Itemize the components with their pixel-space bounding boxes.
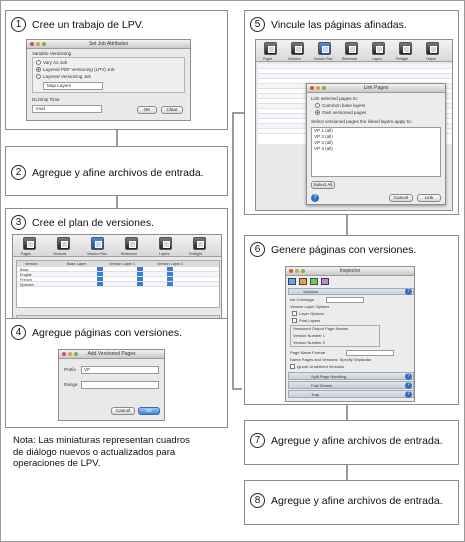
prefix-label: Prefix <box>64 367 76 372</box>
col-header: Version <box>25 262 38 266</box>
connector-line <box>116 196 118 208</box>
footnote: Nota: Las miniaturas representan cuadros de diálogo nuevos o actualizados para operaciones de LPV. <box>13 435 190 469</box>
link-pages-dialog <box>306 83 446 205</box>
job-attributes-dialog-thumbnail <box>26 39 191 121</box>
toolbar-label: Version Plan <box>87 252 107 256</box>
table-cell: Base <box>20 268 29 272</box>
help-icon[interactable]: ? <box>405 373 412 380</box>
toolbar-label: Versions <box>288 57 301 61</box>
toolbar-label: Versions <box>53 252 67 256</box>
prefix-input[interactable]: VP <box>81 366 159 374</box>
step-label: Vincule las páginas afinadas. <box>271 18 407 31</box>
inspector-row: Page Name Format <box>290 350 325 355</box>
toolbar-label: Pages <box>263 57 273 61</box>
connector-line <box>346 405 348 420</box>
step-label: Genere páginas con versiones. <box>271 243 417 256</box>
option-lpv: Layered PDF Versioning (LPV) Job <box>43 67 115 72</box>
select-all-button[interactable]: Select All <box>311 181 335 189</box>
step-number: 3 <box>11 215 26 230</box>
link-button[interactable]: Link <box>417 194 441 202</box>
range-label: Range <box>64 382 78 387</box>
inspector-row: Version Number 1 <box>293 333 326 338</box>
inspector-row: Version Number 2 <box>293 340 326 345</box>
inspector-tab-icon[interactable] <box>288 278 296 285</box>
toolbar-label: Version Plan <box>314 57 333 61</box>
inspector-tab-icon[interactable] <box>299 278 307 285</box>
toolbar-label: Reference <box>342 57 358 61</box>
dialog-title: Add Versioned Pages <box>87 351 136 357</box>
page-name-field[interactable] <box>346 350 394 356</box>
add-versioned-pages-thumbnail <box>58 349 165 421</box>
ok-button[interactable]: OK <box>137 106 157 114</box>
step-label: Agregue y afine archivos de entrada. <box>271 434 443 447</box>
section-header: Trap <box>311 392 320 397</box>
section-label: Variable Versioning <box>32 51 72 56</box>
step-number: 4 <box>11 325 26 340</box>
dialog-title: Link Pages <box>363 85 389 91</box>
versioned-pages-list[interactable] <box>311 127 441 177</box>
list-item[interactable]: VP 1 (all) <box>314 128 333 133</box>
dialog-text: Select versioned pages the linked layers apply to: <box>311 119 412 124</box>
section-header: Versions <box>303 289 319 294</box>
dialog-title: Inspector <box>339 268 361 274</box>
inspector-row: Print Layers <box>299 318 321 323</box>
toolbar-label: Pages <box>21 252 31 256</box>
inspector-row: Ignore Undefined Versions <box>297 364 345 369</box>
table-cell: French <box>20 278 32 282</box>
inspector-tab-icon[interactable] <box>310 278 318 285</box>
step-number: 6 <box>250 242 265 257</box>
connector-line <box>232 112 234 390</box>
step-label: Cree el plan de versiones. <box>32 216 154 229</box>
toolbar-label: Layers <box>159 252 170 256</box>
connector-line <box>346 215 348 235</box>
step-4-box <box>5 318 228 428</box>
map-layers-field: Map Layers <box>43 82 103 90</box>
toolbar-label: Output <box>426 57 436 61</box>
help-icon[interactable]: ? <box>405 382 412 389</box>
step-8-box <box>244 480 459 525</box>
inspector-row: Layer Options <box>299 311 324 316</box>
help-icon[interactable]: ? <box>405 391 412 398</box>
ok-button[interactable]: OK <box>138 407 160 415</box>
step-6-box <box>244 235 459 405</box>
help-icon[interactable]: ? <box>405 288 412 295</box>
step-number: 1 <box>11 17 26 32</box>
toolbar-label: Preflight <box>396 57 409 61</box>
table-cell: English <box>20 273 33 277</box>
step-1-box <box>5 10 228 130</box>
option-vary: Vary As Job <box>43 60 68 65</box>
connector-line <box>232 112 244 114</box>
bottom-label: DL/Ship Time <box>32 97 60 102</box>
dropdown[interactable] <box>326 297 364 303</box>
inspector-thumbnail <box>285 266 415 402</box>
step-label: Agregue y afine archivos de entrada. <box>32 166 204 179</box>
inspector-row: Ink Coverage <box>290 297 314 302</box>
inspector-tab-icon[interactable] <box>321 278 329 285</box>
option-layered: Layered Versioning Job <box>43 74 92 79</box>
list-item[interactable]: VP 4 (all) <box>314 146 333 151</box>
connector-line <box>116 130 118 146</box>
option-common: Common base layers <box>322 103 366 108</box>
inspector-row: Versioned Output Page Names <box>293 326 349 331</box>
dialog-text: Link selected pages to: <box>311 96 358 101</box>
section-header: Fold Sheets <box>311 383 333 388</box>
step-number: 2 <box>11 165 26 180</box>
col-header: Base Layer <box>67 262 87 266</box>
col-header: Version Layer 1 <box>109 262 136 266</box>
toolbar-label: Layers <box>372 57 382 61</box>
step-5-box <box>244 10 459 215</box>
connector-line <box>346 465 348 480</box>
mod-field: mod <box>32 105 102 113</box>
step-label: Cree un trabajo de LPV. <box>32 18 144 31</box>
list-item[interactable]: VP 2 (all) <box>314 134 333 139</box>
cancel-button[interactable]: Cancel <box>389 194 413 202</box>
range-input[interactable] <box>81 381 159 389</box>
col-header: Version Layer 2 <box>157 262 184 266</box>
step-7-box <box>244 420 459 465</box>
table-cell: Spanish <box>20 283 34 287</box>
pages-window-thumbnail <box>255 39 453 211</box>
inspector-row: Version Layer Options <box>290 304 330 309</box>
toolbar-label: Preflight <box>189 252 202 256</box>
step-2-box <box>5 146 228 196</box>
clear-button[interactable]: Clear <box>161 106 183 114</box>
list-item[interactable]: VP 3 (all) <box>314 140 333 145</box>
step-number: 8 <box>250 493 265 508</box>
toolbar-label: Reference <box>121 252 138 256</box>
step-label: Agregue páginas con versiones. <box>32 326 183 339</box>
step-number: 5 <box>250 17 265 32</box>
step-number: 7 <box>250 433 265 448</box>
cancel-button[interactable]: Cancel <box>111 407 135 415</box>
help-icon[interactable]: ? <box>311 194 319 202</box>
inspector-row: Name Pages and Versions: Specify Separator <box>290 357 372 362</box>
dialog-title: Set Job Attributes <box>88 41 129 47</box>
step-label: Agregue y afine archivos de entrada. <box>271 494 443 507</box>
option-own: Own versioned pages <box>322 110 367 115</box>
section-header: Split Page Handling <box>311 374 347 379</box>
